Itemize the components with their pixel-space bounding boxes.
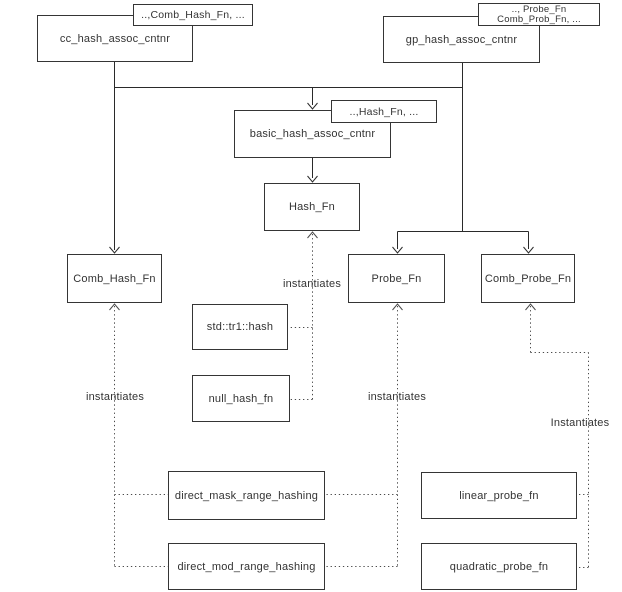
node-linear-probe-fn: linear_probe_fn [421, 472, 577, 519]
node-hash-fn: Hash_Fn [264, 183, 360, 231]
edge-label-instantiates-comb-probe: Instantiates [550, 417, 610, 429]
param-label-probe-line1: .., Probe_Fn [511, 3, 567, 15]
node-direct-mask-range-hashing: direct_mask_range_hashing [168, 471, 325, 520]
edge-label-instantiates-probe: instantiates [367, 391, 427, 403]
node-null-hash-fn: null_hash_fn [192, 375, 290, 422]
node-cc-hash-assoc-cntnr: cc_hash_assoc_cntnr [37, 15, 193, 62]
edge-label-instantiates-comb-hash: instantiates [85, 391, 145, 403]
edge-label-instantiates-hash: instantiates [282, 278, 342, 290]
node-comb-hash-fn: Comb_Hash_Fn [67, 254, 162, 303]
node-gp-hash-assoc-cntnr: gp_hash_assoc_cntnr [383, 16, 540, 63]
param-label-hash-fn: ..,Hash_Fn, ... [331, 100, 437, 123]
node-probe-fn: Probe_Fn [348, 254, 445, 303]
node-comb-probe-fn: Comb_Probe_Fn [481, 254, 575, 303]
node-direct-mod-range-hashing: direct_mod_range_hashing [168, 543, 325, 590]
node-std-tr1-hash: std::tr1::hash [192, 304, 288, 350]
node-quadratic-probe-fn: quadratic_probe_fn [421, 543, 577, 590]
node-basic-hash-assoc-cntnr: basic_hash_assoc_cntnr [234, 110, 391, 158]
param-label-probe-line2: Comb_Prob_Fn, ... [497, 13, 581, 25]
param-label-comb-hash-fn: ..,Comb_Hash_Fn, ... [133, 4, 253, 26]
param-label-probe-comb-prob-fn [478, 3, 600, 26]
